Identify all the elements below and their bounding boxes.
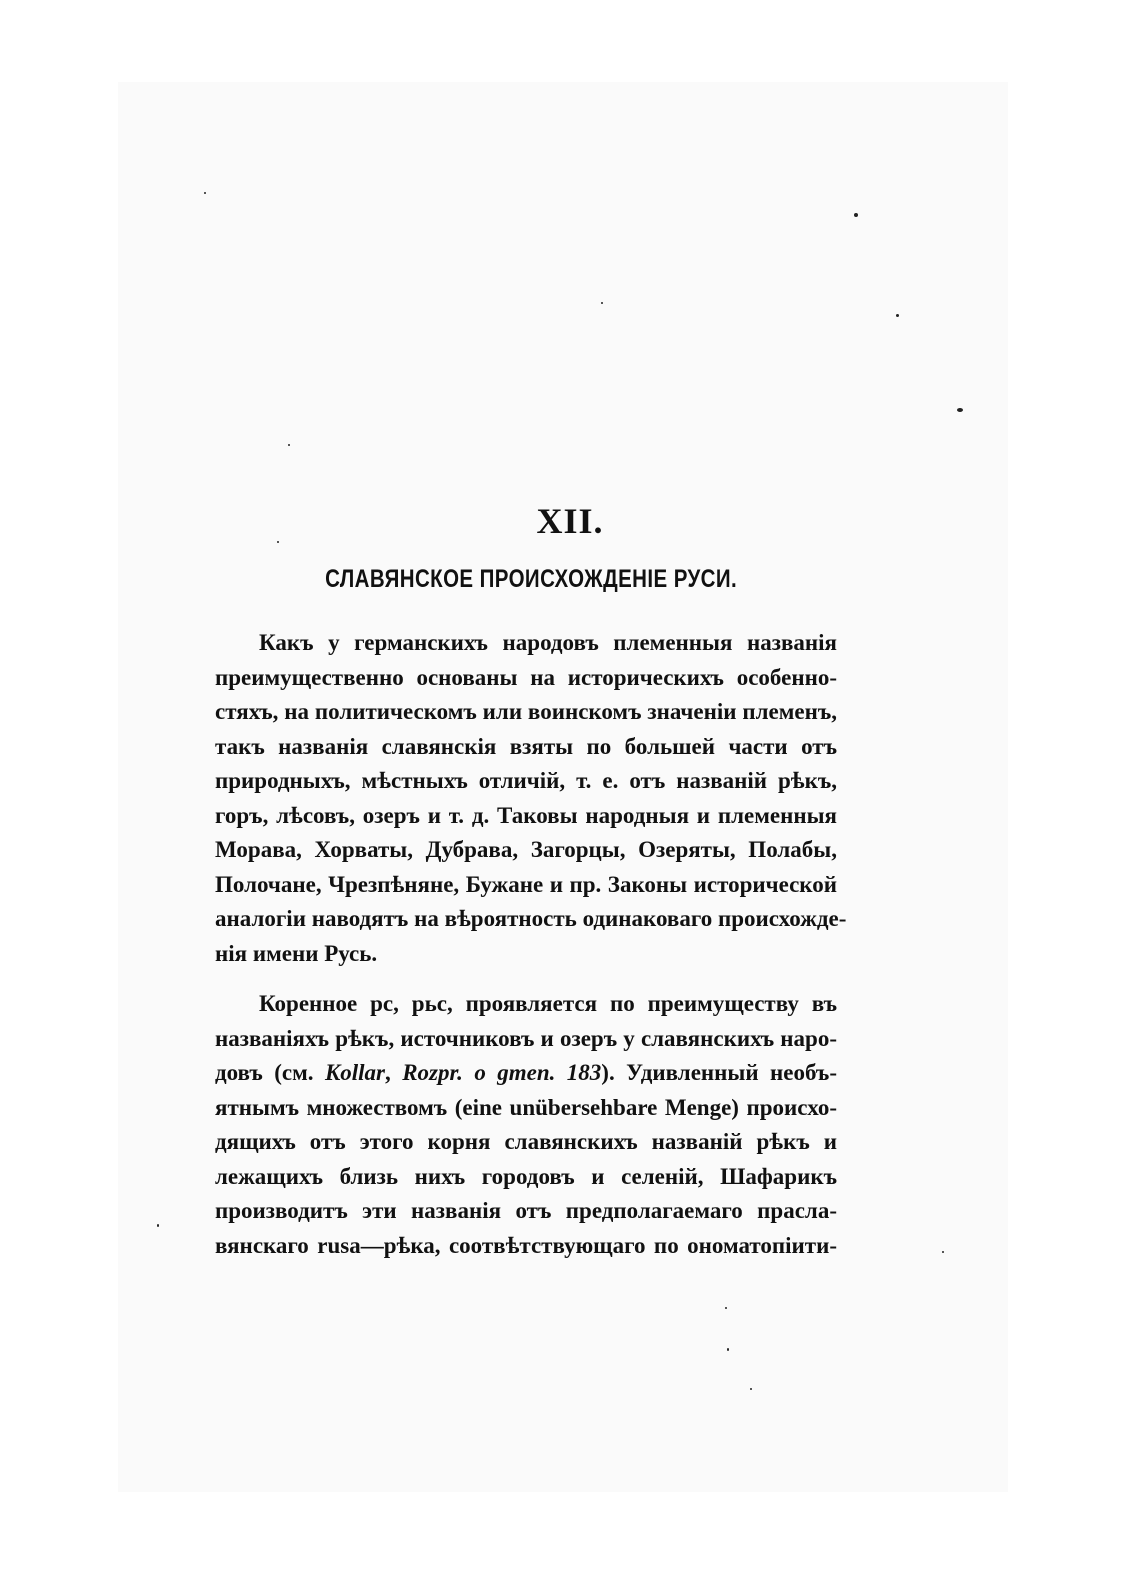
text-line: вянскаго rusa—рѣка, соотвѣтствующаго по ономатопіити- [215,1232,837,1258]
ref-author: Kollar [324,1060,386,1085]
text-line: природныхъ, мѣстныхъ отличій, т. е. отъ названій рѣкъ, [215,768,837,793]
text-line: нія имени Русь. [215,940,378,966]
text-line: производитъ эти названія отъ предполагаемаго прасла- [215,1198,837,1223]
ref-prefix: довъ (см. [215,1060,325,1085]
paragraph-1 [215,626,847,971]
text-line: Полочане, Чрезпѣняне, Бужане и пр. Законы исторической [215,871,837,897]
ref-work: Rozpr. o gmen. 183 [402,1060,602,1085]
chapter-title: СЛАВЯНСКОЕ ПРОИСХОЖДЕНІЕ РУСИ. [325,565,738,593]
scan-speck [750,1388,752,1390]
paragraph-2 [215,987,837,1263]
scan-speck [727,1348,729,1351]
scan-speck [288,444,290,446]
text-line: Какъ у германскихъ народовъ племенныя названія [259,630,837,655]
text-line: названіяхъ рѣкъ, источниковъ и озеръ у славянскихъ наро- [215,1025,837,1051]
text-line: Коренное рс, рьс, проявляется по преимуществу въ [259,991,837,1016]
scan-speck [725,1307,727,1309]
text-line: аналогіи наводятъ на вѣроятность одинаковаго происхожде- [215,906,847,931]
scan-speck [854,213,858,217]
text-line: лежащихъ близь нихъ городовъ и селеній, Шафарикъ [215,1163,837,1189]
text-line: ятнымъ множествомъ (eine unübersehbare Menge) происхо- [215,1094,837,1120]
ref-suffix: ). Удивленный необъ- [601,1060,837,1085]
scan-speck [601,302,603,304]
chapter-number: XII. [536,501,604,541]
scan-speck [896,314,899,317]
body-text [215,626,847,1279]
text-line: преимущественно основаны на историческихъ особенно- [215,664,837,690]
scan-speck [204,192,206,194]
scan-speck [942,1251,944,1253]
text-line: стяхъ, на политическомъ или воинскомъ значеніи племенъ, [215,699,837,724]
scan-speck [957,408,963,412]
text-line: горъ, лѣсовъ, озеръ и т. д. Таковы народныя и племенныя [215,802,837,828]
ref-separator: , [385,1060,403,1085]
text-line: такъ названія славянскія взяты по большей части отъ [215,733,837,759]
text-line: дящихъ отъ этого корня славянскихъ названій рѣкъ и [215,1129,837,1154]
text-line-with-reference [215,1056,837,1091]
text-line: Морава, Хорваты, Дубрава, Загорцы, Озеряты, Полабы, [215,837,837,862]
scan-speck [157,1224,159,1227]
